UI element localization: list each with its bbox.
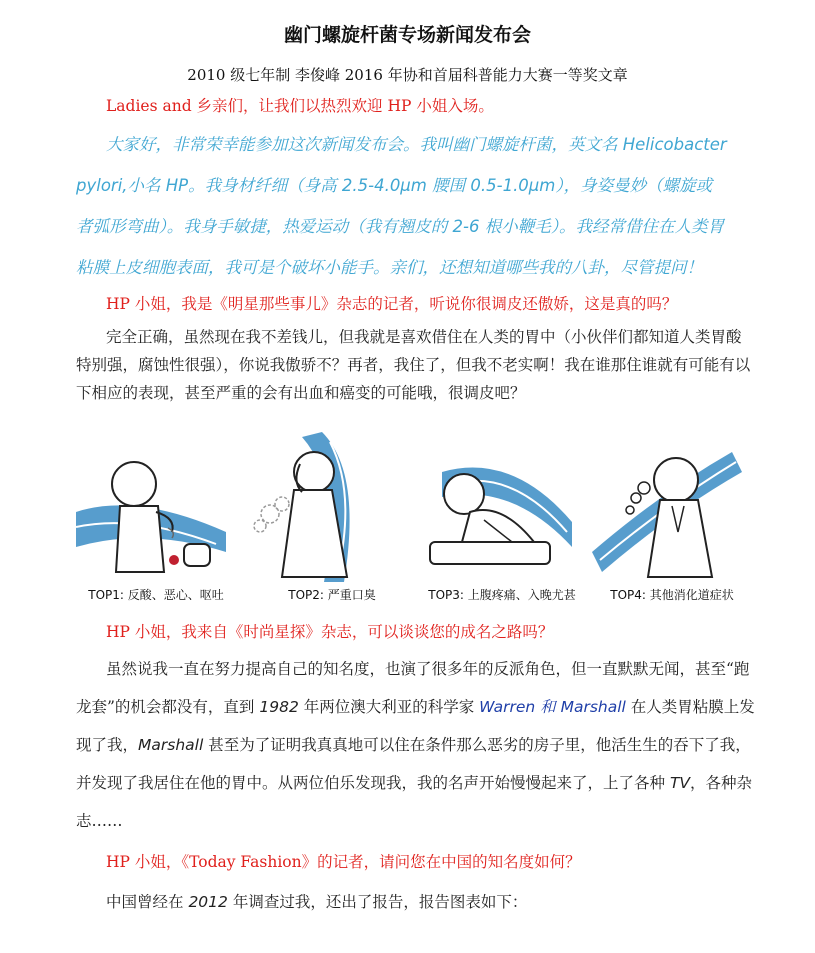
symptom-caption-3: TOP3: 上腹疼痛、入晚尤甚 [428,588,576,602]
answer-2-tv: TV [669,774,691,792]
scientist-names: Warren 和 Marshall [479,698,626,716]
intro-line: Ladies and 乡亲们，让我们以热烈欢迎 HP 小姐入场。 [106,97,494,115]
self-intro-line-1: 大家好，非常荣幸能参加这次新闻发布会。我叫幽门螺旋杆菌，英文名 Helicobacter [106,135,727,154]
stomach-pain-illustration [422,432,582,582]
answer-2-part-2: 年两位澳大利亚的科学家 [298,698,480,716]
symptom-panel-4 [592,432,752,612]
answer-3 [106,888,786,916]
answer-2-part-5: ，各种杂志…… [76,774,753,830]
answer-3-part-2: 年调查过我，还出了报告，报告图表如下： [227,893,528,911]
answer-1: 完全正确，虽然现在我不差钱儿，但我就是喜欢借住在人类的胃中（小伙伴们都知道人类胃酸特别强，腐蚀性很强），你说我傲骄不？再者，我住了，但我不老实啊！我在谁那住谁就有可能有以下相应的表现，甚至严重的会有出血和癌变的可能哦，很调皮吧？ [76,328,751,402]
question-2: HP 小姐，我来自《时尚星探》杂志，可以谈谈您的成名之路吗？ [106,623,554,641]
self-intro-line-3: 者弧形弯曲）。我身手敏捷，热爱运动（我有翘皮的 2-6 根小鞭毛）。我经常借住在人类胃 [76,217,724,236]
self-intro-paragraph [76,124,756,288]
self-intro-line-2: pylori,小名 HP。我身材纤细（身高 2.5-4.0μm 腰围 0.5-1.0μm），身姿曼妙（螺旋或 [76,176,713,195]
bad-breath-illustration [252,432,412,582]
answer-2-part-3: 在人类胃粘膜上发现了我， [76,698,755,754]
answer-3-year: 2012 [188,893,228,911]
answer-2 [76,650,756,840]
symptoms-figure [76,432,756,612]
symptom-panel-2 [252,432,412,612]
digestive-symptoms-illustration [592,432,752,582]
symptom-caption-2: TOP2: 严重口臭 [288,588,376,602]
answer-2-part-1: 虽然说我一直在努力提高自己的知名度，也演了很多年的反派角色，但一直默默无闻，甚至“跑龙套”的机会都没有，直到 [76,660,750,716]
page-subtitle: 2010 级七年制 李俊峰 2016 年协和首届科普能力大赛一等奖文章 [187,66,628,84]
nausea-illustration [76,432,236,582]
symptom-panel-1 [76,432,236,612]
question-3: HP 小姐，《Today Fashion》的记者，请问您在中国的知名度如何？ [106,853,581,871]
page-title: 幽门螺旋杆菌专场新闻发布会 [283,24,531,46]
answer-2-year: 1982 [259,698,299,716]
question-1: HP 小姐，我是《明星那些事儿》杂志的记者，听说你很调皮还傲娇，这是真的吗？ [106,295,678,313]
answer-3-part-1: 中国曾经在 [106,893,189,911]
symptom-panel-3 [422,432,582,612]
answer-2-part-4: 甚至为了证明我真真地可以住在条件那么恶劣的房子里，他活生生的吞下了我，并发现了我居住在他的胃中。从两位伯乐发现我，我的名声开始慢慢起来了，上了各种 [76,736,751,792]
symptom-caption-1: TOP1: 反酸、恶心、呕吐 [88,588,224,602]
answer-2-marshall: Marshall [138,736,204,754]
self-intro-line-4: 粘膜上皮细胞表面，我可是个破坏小能手。亲们，还想知道哪些我的八卦，尽管提问！ [76,258,703,277]
symptom-caption-4: TOP4: 其他消化道症状 [610,588,734,602]
